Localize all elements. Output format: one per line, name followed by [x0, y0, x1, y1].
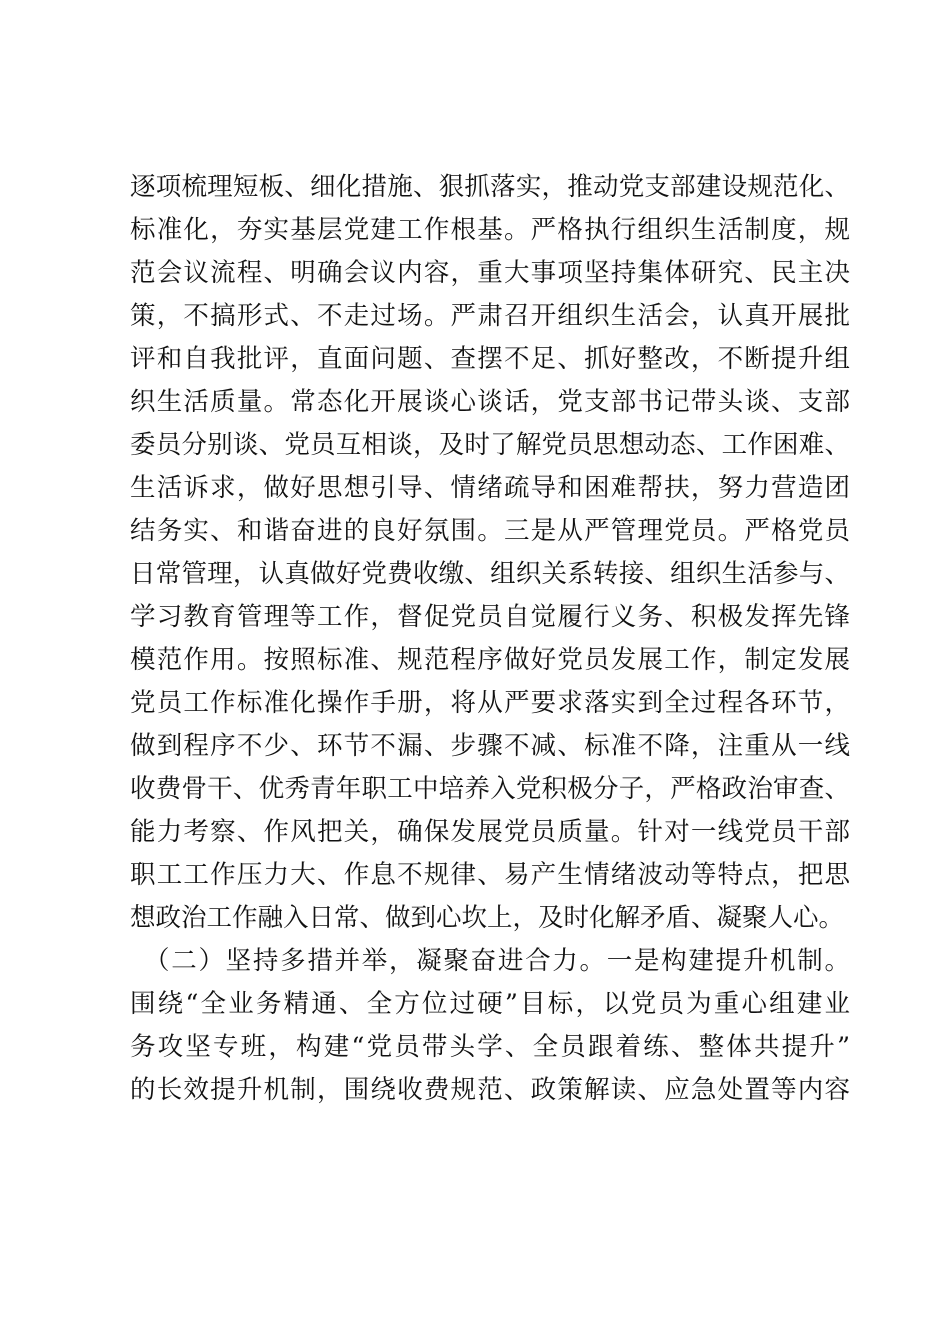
text-line: 务攻坚专班，构建“党员带头学、全员跟着练、整体共提升” [130, 1032, 850, 1062]
text-line: 范会议流程、明确会议内容，重大事项坚持集体研究、民主决 [130, 258, 850, 288]
text-line: 能力考察、作风把关，确保发展党员质量。针对一线党员干部 [130, 817, 850, 847]
text-line: 收费骨干、优秀青年职工中培养入党积极分子，严格政治审查、 [130, 774, 850, 804]
text-line: 织生活质量。常态化开展谈心谈话，党支部书记带头谈、支部 [130, 387, 850, 417]
text-line: 策，不搞形式、不走过场。严肃召开组织生活会，认真开展批 [130, 301, 850, 331]
text-line: 评和自我批评，直面问题、查摆不足、抓好整改，不断提升组 [130, 344, 850, 374]
text-line: 职工工作压力大、作息不规律、易产生情绪波动等特点，把思 [130, 860, 850, 890]
text-line: 逐项梳理短板、细化措施、狠抓落实，推动党支部建设规范化、 [130, 172, 850, 202]
text-line: 模范作用。按照标准、规范程序做好党员发展工作，制定发展 [130, 645, 850, 675]
text-line: 结务实、和谐奋进的良好氛围。三是从严管理党员。严格党员 [130, 516, 850, 546]
text-line: 围绕“全业务精通、全方位过硬”目标，以党员为重心组建业 [130, 989, 850, 1019]
text-line: 学习教育管理等工作，督促党员自觉履行义务、积极发挥先锋 [130, 602, 850, 632]
text-line: 委员分别谈、党员互相谈，及时了解党员思想动态、工作困难、 [130, 430, 850, 460]
text-line: 做到程序不少、环节不漏、步骤不减、标准不降，注重从一线 [130, 731, 850, 761]
text-line: 标准化，夯实基层党建工作根基。严格执行组织生活制度，规 [130, 215, 850, 245]
section-heading-line: （二）坚持多措并举，凝聚奋进合力。一是构建提升机制。 [144, 946, 850, 976]
text-line: 的长效提升机制，围绕收费规范、政策解读、应急处置等内容 [130, 1075, 850, 1105]
body-text [130, 166, 850, 1112]
text-line: 想政治工作融入日常、做到心坎上，及时化解矛盾、凝聚人心。 [130, 903, 845, 933]
text-line: 日常管理，认真做好党费收缴、组织关系转接、组织生活参与、 [130, 559, 850, 589]
text-line: 生活诉求，做好思想引导、情绪疏导和困难帮扶，努力营造团 [130, 473, 850, 503]
text-line: 党员工作标准化操作手册，将从严要求落实到全过程各环节， [130, 688, 850, 718]
